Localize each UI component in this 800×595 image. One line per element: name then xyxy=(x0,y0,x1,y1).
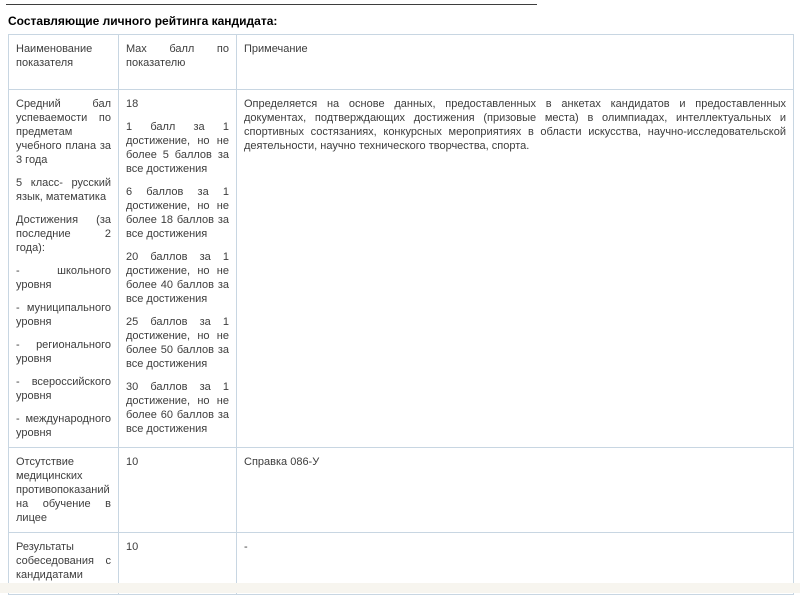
paragraph: Результаты собеседования с кандидатами xyxy=(16,541,111,581)
cell-max-score xyxy=(119,448,237,533)
cell-note xyxy=(237,90,794,448)
paragraph: 1 балл за 1 достижение, но не более 5 баллов за все достижения xyxy=(126,121,229,175)
paragraph: 10 xyxy=(126,456,139,468)
paragraph: - муниципального уровня xyxy=(16,302,111,328)
cell-indicator-name xyxy=(9,90,119,448)
header-max-score: Max балл по показателю xyxy=(119,35,237,90)
table-row xyxy=(9,448,794,533)
paragraph: - всероссийского уровня xyxy=(16,376,111,402)
paragraph: 30 баллов за 1 достижение, но не более 60 баллов за все достижения xyxy=(126,381,229,435)
paragraph: 5 класс- русский язык, математика xyxy=(16,177,111,203)
table-header-row xyxy=(9,35,794,90)
paragraph: Достижения (за последние 2 года): xyxy=(16,214,111,254)
table-row xyxy=(9,90,794,448)
paragraph: - xyxy=(244,541,248,553)
cell-max-score xyxy=(119,90,237,448)
horizontal-rule xyxy=(6,4,537,5)
paragraph: Отсутствие медицинских противопоказаний на обучение в лицее xyxy=(16,456,111,524)
header-note: Примечание xyxy=(237,35,794,90)
paragraph: Определяется на основе данных, предоставленных в анкетах кандидатов и предоставленных документах, подтверждающих достижения (призовые места) в олимпиадах, интеллектуальных и спортивных состязаниях, конкурсных мероприятиях в области искусства, научно-исследовательской деятельности, научно технического творчества, спорта. xyxy=(244,98,786,152)
rating-table xyxy=(8,34,794,595)
paragraph: - международного уровня xyxy=(16,413,111,439)
document xyxy=(0,4,800,595)
paragraph: 25 баллов за 1 достижение, но не более 50 баллов за все достижения xyxy=(126,316,229,370)
header-indicator-name: Наименование показателя xyxy=(9,35,119,90)
paragraph: 18 xyxy=(126,98,139,110)
cell-note xyxy=(237,448,794,533)
paragraph: Справка 086-У xyxy=(244,456,320,468)
paragraph: - школьного уровня xyxy=(16,265,111,291)
cell-indicator-name xyxy=(9,448,119,533)
paragraph: - регионального уровня xyxy=(16,339,111,365)
paragraph: 6 баллов за 1 достижение, но не более 18 баллов за все достижения xyxy=(126,186,229,240)
page-title: Составляющие личного рейтинга кандидата: xyxy=(8,14,278,28)
bottom-strip xyxy=(0,583,800,593)
paragraph: 20 баллов за 1 достижение, но не более 40 баллов за все достижения xyxy=(126,251,229,305)
paragraph: 10 xyxy=(126,541,139,553)
paragraph: Средний бал успеваемости по предметам учебного плана за 3 года xyxy=(16,98,111,166)
